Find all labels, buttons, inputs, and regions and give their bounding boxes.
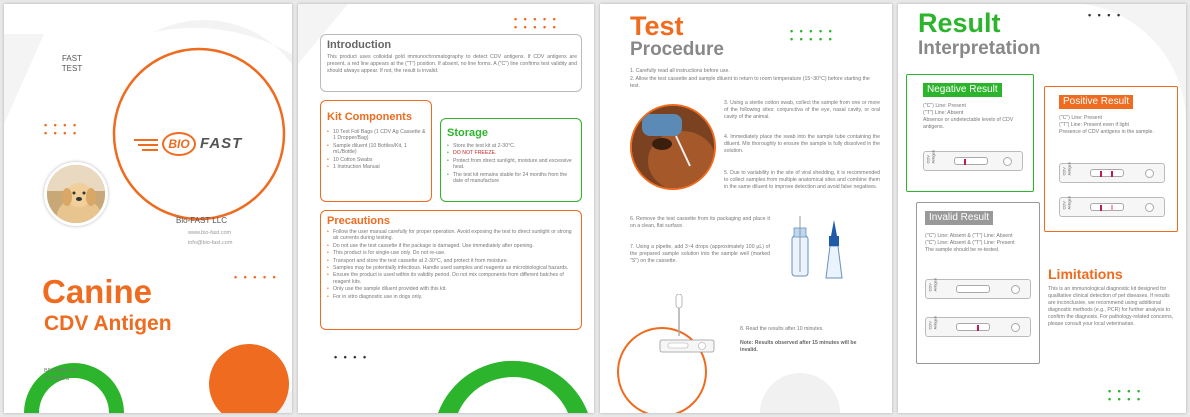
procedure-title-procedure: Procedure [630,39,724,60]
sample-well [1145,169,1154,178]
list-item: • DO NOT FREEZE. [447,150,577,156]
fast-test-label [60,54,84,74]
t-line-mark [977,325,979,331]
negative-result-box [906,74,1034,192]
precautions-box [320,210,582,330]
procedure-page [600,4,892,413]
dots-decoration: • • • • • [790,26,834,36]
cover-title-cdv: CDV Antigen [44,312,172,335]
list-item: • This product is for single-use only. Do not re-use. [327,250,575,256]
test-count: 10 TESTS [44,376,70,382]
sample-well [1011,285,1020,294]
results-page [898,4,1186,413]
negative-t-line: ("T") Line: Absent [923,110,964,116]
info-page [298,4,594,413]
dots-decoration: • • • • [44,120,79,130]
product-code: BF-CDAG-10 [44,368,77,374]
list-item: • Sample diluent (10 Bottles/Kit, 1 mL/Bottle) [327,143,427,156]
negative-cassette [923,151,1023,171]
dots-decoration: • • • • • [514,14,558,24]
positive-cassette [1059,163,1165,183]
c-line-mark [964,159,966,165]
invalid-case-2: ("C") Line: Absent & ("T") Line: Present [925,240,1015,246]
procedure-step-7: 7. Using a pipette, add 3~4 drops (approximately 100 µL) of the prepared sample solution into the sample well (marked "S") on the cassette. [630,244,770,264]
invalid-result-text [925,233,1037,254]
dots-decoration: • • • • • [790,34,834,44]
invalid-cassette-1 [925,279,1031,299]
pipette-cassette-illustration [640,294,720,364]
limitations-heading: Limitations [1048,266,1123,282]
positive-result-box [1044,86,1178,232]
biofast-logo [132,130,254,160]
cassette-label: CDV Antigen [1061,195,1071,210]
list-item: • Ensure the product is used within its validity period. Do not mix components from different batches of reagent kits. [327,272,575,285]
positive-meaning: Presence of CDV antigens in the sample. [1059,129,1154,135]
kit-components-list [327,129,427,171]
swab-photo [630,104,716,190]
list-item: • 1 Instruction Manual [327,164,427,170]
invalid-result-label: Invalid Result [925,211,993,225]
negative-meaning: Absence or undetectable levels of CDV antigens. [923,117,1014,130]
list-item: • Protect from direct sunlight, moisture and excessive heat. [447,158,577,171]
cassette-label: CDV Antigen [927,315,937,330]
positive-c-line: ("C") Line: Present [1059,115,1102,121]
cover-title-canine: Canine [42,273,153,310]
list-item: • For in vitro diagnostic use in dogs only. [327,294,575,300]
cassette-window [956,285,990,293]
storage-list [447,143,577,185]
procedure-title-test: Test [630,11,684,41]
positive-result-text [1059,115,1175,136]
speed-lines-icon [132,136,162,156]
list-item: • Do not use the test cassette if the package is damaged. Use immediately after opening. [327,243,575,249]
test-label: TEST [61,64,83,73]
list-item: • 10 Cotton Swabs [327,157,427,163]
limitations-body: This is an immunological diagnostic kit designed for qualitative clinical detection of pet diseases. If results are inconclusive, we recommend using additional diagnostic methods (e.g., PCR) for further analysis to confirm the diagnosis. For pathology-related concerns, please consult your local veterinarian. [1048,286,1174,327]
procedure-note: Note: Results observed after 15 minutes will be invalid. [740,340,857,353]
cassette-window [1090,203,1124,211]
cover-page [4,4,292,413]
logo-fast-text: FAST [200,135,243,152]
company-website: www.bio-fast.com [188,230,232,236]
list-item: • Transport and store the test cassette at 2-30°C, and protect it from moisture. [327,258,575,264]
logo-bio-text: BIO [162,132,196,156]
positive-t-line: ("T") Line: Present even if light [1059,122,1129,128]
procedure-step-8: 8. Read the results after 10 minutes. [740,326,824,332]
invalid-cassette-2 [925,317,1031,337]
negative-result-text [923,103,1031,131]
procedure-step-6: 6. Remove the test cassette from its packaging and place it on a clean, flat surface. [630,216,770,229]
c-line-mark [1100,205,1102,211]
cassette-label: CDV Antigen [1061,161,1071,176]
dots-decoration: • • • • [44,128,79,138]
precautions-heading: Precautions [327,215,390,227]
procedure-step-5: 5. Due to variability in the site of viral shedding, it is recommended to collect samples from multiple anatomical sites and combine them in the same diluent to improve detection and avoid false negatives. [724,170,880,190]
company-email: info@bio-fast.com [188,240,233,246]
c-line-mark [1100,171,1102,177]
dog-swab-icon [632,106,716,190]
list-item: • Only use the sample diluent provided with this kit. [327,286,575,292]
storage-box [440,118,582,202]
invalid-result-box [916,202,1040,364]
list-item: • 10 Test Foil Bags (1 CDV Ag Cassette & 1 Dropper/Bag) [327,129,427,142]
results-title-result: Result [918,8,1001,38]
tube-illustration [778,216,858,296]
kit-components-heading: Kit Components [327,111,412,123]
introduction-heading: Introduction [327,39,392,51]
dots-decoration: • • • • [1088,10,1123,20]
dots-decoration: • • • • [1108,394,1143,404]
procedure-step-1: 1. Carefully read all instructions before use. [630,68,730,74]
dog-photo [44,162,108,226]
procedure-step-3: 3. Using a sterile cotton swab, collect the sample from one or more of the following sites: conjunctiva of the eye, nasal cavity, or oral cavity of the animal. [724,100,880,120]
dots-decoration: • • • • [334,352,369,362]
cassette-label: CDV Antigen [927,277,937,292]
kit-components-box [320,100,432,202]
t-line-mark [1111,205,1113,211]
dots-decoration: • • • • • [514,22,558,32]
precautions-list [327,229,575,301]
results-title-interpretation: Interpretation [918,38,1041,59]
positive-cassette-weak [1059,197,1165,217]
cassette-window [1090,169,1124,177]
negative-result-label: Negative Result [923,83,1002,97]
cassette-window [956,323,990,331]
storage-heading: Storage [447,127,488,139]
invalid-case-1: ("C") Line: Absent & ("T") Line: Absent [925,233,1013,239]
company-name: Bio-FAST LLC [176,216,227,225]
procedure-step-4: 4. Immediately place the swab into the sample tube containing the diluent. Mix thoroughly to ensure the sample is fully dissolved in the solution. [724,134,880,154]
cassette-label: CDV Antigen [925,149,935,164]
invalid-advice: The sample should be re-tested. [925,247,1000,253]
procedure-step-2: 2. Allow the test cassette and sample diluent to return to room temperature (15~30°C) before starting the test. [630,76,870,89]
introduction-box [320,34,582,92]
dots-decoration: • • • • [1108,386,1143,396]
fast-label: FAST [61,54,82,63]
list-item: • Follow the user manual carefully for proper operation. Avoid exposing the test to direct sunlight or strong air currents during testing. [327,229,575,242]
sample-well [1011,323,1020,332]
cassette-window [954,157,988,165]
dots-decoration: • • • • • [234,272,278,282]
list-item: • Store the test kit at 2-30°C. [447,143,577,149]
positive-result-label: Positive Result [1059,95,1133,109]
introduction-body: This product uses colloidal gold immunochromatography to detect CDV antigens. If CDV antigens are present, a red line appears at the ("T") position. If absent, no line forms. A ("C") line confirms test validity and should always appear. If not, the result is invalid. [327,54,577,74]
list-item: • The test kit remains stable for 24 months from the date of manufacture [447,172,577,185]
sample-well [1145,203,1154,212]
list-item: • Samples may be potentially infectious. Handle used samples and reagents as microbiological hazards. [327,265,575,271]
negative-c-line: ("C") Line: Present [923,103,966,109]
t-line-mark [1111,171,1113,177]
sample-well [1003,157,1012,166]
